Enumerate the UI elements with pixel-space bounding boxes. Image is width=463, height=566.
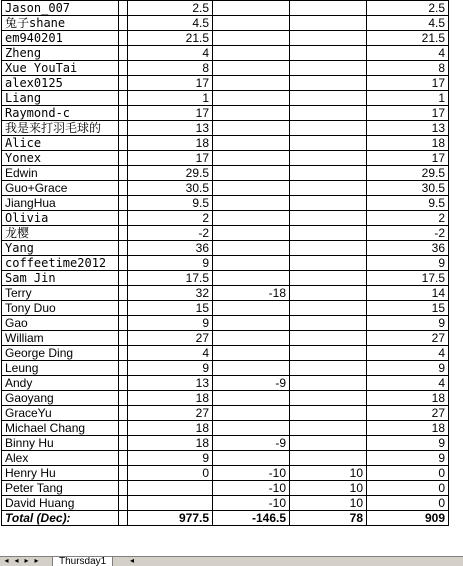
table-row [2, 466, 449, 481]
player-name-cell[interactable]: Guo+Grace [2, 181, 119, 196]
table-row [2, 196, 449, 211]
player-name-cell[interactable]: Olivia [2, 211, 119, 226]
table-row [2, 166, 449, 181]
column-3-value-cell[interactable] [290, 211, 367, 226]
column-2-value-cell[interactable] [213, 91, 290, 106]
next-sheet-arrow-icon[interactable]: ▸ [24, 556, 29, 565]
column-3-value-cell[interactable] [290, 226, 367, 241]
column-gap [119, 391, 128, 406]
column-1-value-cell[interactable]: 0 [128, 466, 213, 481]
column-gap [119, 481, 128, 496]
balance-value-cell[interactable]: 9.5 [367, 196, 449, 211]
column-2-value-cell[interactable] [213, 211, 290, 226]
table-row [2, 241, 449, 256]
player-name-cell[interactable]: Xue YouTai [2, 61, 119, 76]
column-1-value-cell[interactable]: 2.5 [128, 1, 213, 16]
table-row [2, 496, 449, 511]
total-column-2-cell[interactable]: -146.5 [213, 511, 290, 526]
balance-value-cell[interactable]: 4.5 [367, 16, 449, 31]
table-row [2, 361, 449, 376]
column-1-value-cell[interactable]: 15 [128, 301, 213, 316]
column-gap [119, 406, 128, 421]
table-row [2, 31, 449, 46]
balance-value-cell[interactable]: 4 [367, 376, 449, 391]
player-name-cell[interactable]: Jason_007 [2, 1, 119, 16]
column-1-value-cell[interactable]: 18 [128, 421, 213, 436]
column-3-value-cell[interactable] [290, 256, 367, 271]
player-name-cell[interactable]: William [2, 331, 119, 346]
table-row [2, 1, 449, 16]
player-name-cell[interactable]: 龙樱 [2, 226, 119, 241]
scroll-left-arrow-icon[interactable]: ◂ [130, 556, 135, 565]
balance-value-cell[interactable]: 9 [367, 256, 449, 271]
column-3-value-cell[interactable] [290, 61, 367, 76]
column-gap [119, 16, 128, 31]
column-1-value-cell[interactable] [128, 496, 213, 511]
player-name-cell[interactable]: 我是来打羽毛球的 [2, 121, 119, 136]
column-1-value-cell[interactable]: 17 [128, 76, 213, 91]
column-gap [119, 136, 128, 151]
column-gap [119, 121, 128, 136]
balance-value-cell[interactable]: 17 [367, 106, 449, 121]
player-name-cell[interactable]: GraceYu [2, 406, 119, 421]
player-name-cell[interactable]: David Huang [2, 496, 119, 511]
table-row [2, 106, 449, 121]
column-1-value-cell[interactable]: 29.5 [128, 166, 213, 181]
table-row [2, 91, 449, 106]
column-gap [119, 226, 128, 241]
table-row [2, 16, 449, 31]
column-gap [119, 496, 128, 511]
column-1-value-cell[interactable]: 13 [128, 376, 213, 391]
column-1-value-cell[interactable]: 4 [128, 46, 213, 61]
balance-value-cell[interactable]: 27 [367, 331, 449, 346]
column-1-value-cell[interactable]: 9 [128, 316, 213, 331]
total-row [2, 511, 449, 526]
balance-value-cell[interactable]: 14 [367, 286, 449, 301]
column-2-value-cell[interactable]: -9 [213, 376, 290, 391]
table-row [2, 61, 449, 76]
table-row [2, 376, 449, 391]
column-1-value-cell[interactable]: 9 [128, 361, 213, 376]
column-1-value-cell[interactable]: 8 [128, 61, 213, 76]
player-name-cell[interactable]: Peter Tang [2, 481, 119, 496]
column-3-value-cell[interactable]: 10 [290, 481, 367, 496]
balance-value-cell[interactable]: 9 [367, 361, 449, 376]
balance-value-cell[interactable]: 18 [367, 421, 449, 436]
table-row [2, 46, 449, 61]
balance-value-cell[interactable]: 9 [367, 316, 449, 331]
column-gap [119, 256, 128, 271]
column-2-value-cell[interactable] [213, 136, 290, 151]
column-1-value-cell[interactable]: 17 [128, 106, 213, 121]
balance-value-cell[interactable]: 17.5 [367, 271, 449, 286]
balance-value-cell[interactable]: 2 [367, 211, 449, 226]
column-gap [119, 76, 128, 91]
column-2-value-cell[interactable] [213, 61, 290, 76]
column-2-value-cell[interactable] [213, 166, 290, 181]
column-3-value-cell[interactable] [290, 16, 367, 31]
column-2-value-cell[interactable] [213, 196, 290, 211]
column-2-value-cell[interactable]: -9 [213, 436, 290, 451]
table-row [2, 121, 449, 136]
balance-value-cell[interactable]: 4 [367, 46, 449, 61]
column-1-value-cell[interactable]: 30.5 [128, 181, 213, 196]
column-2-value-cell[interactable]: -10 [213, 496, 290, 511]
column-2-value-cell[interactable] [213, 151, 290, 166]
column-2-value-cell[interactable] [213, 406, 290, 421]
balance-value-cell[interactable]: 4 [367, 346, 449, 361]
column-gap [119, 346, 128, 361]
table-row [2, 286, 449, 301]
column-2-value-cell[interactable] [213, 361, 290, 376]
balance-value-cell[interactable]: 0 [367, 466, 449, 481]
column-3-value-cell[interactable] [290, 241, 367, 256]
column-1-value-cell[interactable]: 17 [128, 151, 213, 166]
player-name-cell[interactable]: JiangHua [2, 196, 119, 211]
balance-value-cell[interactable]: 17 [367, 151, 449, 166]
player-name-cell[interactable]: Terry [2, 286, 119, 301]
column-gap [119, 91, 128, 106]
column-3-value-cell[interactable] [290, 376, 367, 391]
column-2-value-cell[interactable] [213, 301, 290, 316]
total-label-cell[interactable]: Total (Dec): [2, 511, 119, 526]
column-gap [119, 376, 128, 391]
column-1-value-cell[interactable]: 21.5 [128, 31, 213, 46]
balance-value-cell[interactable]: 18 [367, 136, 449, 151]
balance-value-cell[interactable]: 15 [367, 301, 449, 316]
total-balance-cell[interactable]: 909 [367, 511, 449, 526]
balance-value-cell[interactable]: 36 [367, 241, 449, 256]
column-2-value-cell[interactable] [213, 31, 290, 46]
column-3-value-cell[interactable]: 10 [290, 496, 367, 511]
balance-value-cell[interactable]: 30.5 [367, 181, 449, 196]
table-row [2, 271, 449, 286]
column-2-value-cell[interactable]: -18 [213, 286, 290, 301]
player-name-cell[interactable]: Gao [2, 316, 119, 331]
column-gap [119, 196, 128, 211]
column-gap [119, 241, 128, 256]
column-2-value-cell[interactable] [213, 181, 290, 196]
column-gap [119, 511, 128, 526]
data-table [1, 0, 449, 526]
player-name-cell[interactable]: Yang [2, 241, 119, 256]
column-2-value-cell[interactable] [213, 16, 290, 31]
column-1-value-cell[interactable]: 2 [128, 211, 213, 226]
column-2-value-cell[interactable] [213, 241, 290, 256]
balance-value-cell[interactable]: 21.5 [367, 31, 449, 46]
column-3-value-cell[interactable] [290, 391, 367, 406]
table-body [2, 1, 449, 526]
column-1-value-cell[interactable]: 18 [128, 391, 213, 406]
table-row [2, 421, 449, 436]
column-3-value-cell[interactable] [290, 436, 367, 451]
player-name-cell[interactable]: Michael Chang [2, 421, 119, 436]
column-gap [119, 211, 128, 226]
table-row [2, 481, 449, 496]
player-name-cell[interactable]: Leung [2, 361, 119, 376]
column-1-value-cell[interactable]: 1 [128, 91, 213, 106]
column-2-value-cell[interactable] [213, 106, 290, 121]
column-2-value-cell[interactable]: -10 [213, 466, 290, 481]
column-gap [119, 331, 128, 346]
column-3-value-cell[interactable] [290, 106, 367, 121]
column-1-value-cell[interactable]: 9.5 [128, 196, 213, 211]
table-row [2, 256, 449, 271]
table-row [2, 346, 449, 361]
player-name-cell[interactable]: Edwin [2, 166, 119, 181]
column-1-value-cell[interactable]: 18 [128, 136, 213, 151]
balance-value-cell[interactable]: -2 [367, 226, 449, 241]
player-name-cell[interactable]: Henry Hu [2, 466, 119, 481]
table-row [2, 181, 449, 196]
column-gap [119, 301, 128, 316]
column-1-value-cell[interactable] [128, 481, 213, 496]
column-3-value-cell[interactable] [290, 331, 367, 346]
balance-value-cell[interactable]: 0 [367, 496, 449, 511]
column-3-value-cell[interactable] [290, 181, 367, 196]
column-2-value-cell[interactable] [213, 421, 290, 436]
column-gap [119, 466, 128, 481]
column-2-value-cell[interactable] [213, 121, 290, 136]
column-gap [119, 451, 128, 466]
column-3-value-cell[interactable] [290, 151, 367, 166]
column-gap [119, 436, 128, 451]
column-3-value-cell[interactable] [290, 31, 367, 46]
player-name-cell[interactable]: Gaoyang [2, 391, 119, 406]
column-gap [119, 46, 128, 61]
column-1-value-cell[interactable]: 9 [128, 451, 213, 466]
balance-value-cell[interactable]: 13 [367, 121, 449, 136]
column-3-value-cell[interactable] [290, 271, 367, 286]
balance-value-cell[interactable]: 27 [367, 406, 449, 421]
column-3-value-cell[interactable] [290, 166, 367, 181]
column-1-value-cell[interactable]: 18 [128, 436, 213, 451]
column-3-value-cell[interactable] [290, 91, 367, 106]
column-gap [119, 421, 128, 436]
balance-value-cell[interactable]: 1 [367, 91, 449, 106]
player-name-cell[interactable]: George Ding [2, 346, 119, 361]
first-sheet-arrow-icon[interactable]: ◂ [4, 556, 9, 565]
table-row [2, 226, 449, 241]
player-name-cell[interactable]: Alice [2, 136, 119, 151]
column-gap [119, 181, 128, 196]
column-1-value-cell[interactable]: 13 [128, 121, 213, 136]
player-name-cell[interactable]: Tony Duo [2, 301, 119, 316]
total-column-3-cell[interactable]: 78 [290, 511, 367, 526]
column-gap [119, 286, 128, 301]
column-gap [119, 151, 128, 166]
table-row [2, 331, 449, 346]
column-2-value-cell[interactable] [213, 256, 290, 271]
column-gap [119, 61, 128, 76]
column-3-value-cell[interactable] [290, 406, 367, 421]
player-name-cell[interactable]: coffeetime2012 [2, 256, 119, 271]
column-gap [119, 106, 128, 121]
table-row [2, 211, 449, 226]
column-2-value-cell[interactable] [213, 271, 290, 286]
column-2-value-cell[interactable] [213, 346, 290, 361]
column-3-value-cell[interactable] [290, 76, 367, 91]
balance-value-cell[interactable]: 8 [367, 61, 449, 76]
table-row [2, 136, 449, 151]
table-row [2, 391, 449, 406]
table-row [2, 76, 449, 91]
balance-value-cell[interactable]: 2.5 [367, 1, 449, 16]
column-gap [119, 31, 128, 46]
player-name-cell[interactable]: em940201 [2, 31, 119, 46]
last-sheet-arrow-icon[interactable]: ▸ [34, 556, 39, 565]
column-1-value-cell[interactable]: 36 [128, 241, 213, 256]
player-name-cell[interactable]: 兔子shane [2, 16, 119, 31]
column-gap [119, 166, 128, 181]
player-name-cell[interactable]: Alex [2, 451, 119, 466]
column-1-value-cell[interactable]: 4 [128, 346, 213, 361]
player-name-cell[interactable]: Sam Jin [2, 271, 119, 286]
player-name-cell[interactable]: alex0125 [2, 76, 119, 91]
table-row [2, 301, 449, 316]
column-2-value-cell[interactable] [213, 1, 290, 16]
column-2-value-cell[interactable]: -10 [213, 481, 290, 496]
column-1-value-cell[interactable]: 27 [128, 331, 213, 346]
player-name-cell[interactable]: Binny Hu [2, 436, 119, 451]
column-2-value-cell[interactable] [213, 331, 290, 346]
column-3-value-cell[interactable] [290, 361, 367, 376]
balance-value-cell[interactable]: 9 [367, 436, 449, 451]
player-name-cell[interactable]: Zheng [2, 46, 119, 61]
column-3-value-cell[interactable] [290, 346, 367, 361]
player-name-cell[interactable]: Liang [2, 91, 119, 106]
column-3-value-cell[interactable] [290, 301, 367, 316]
column-3-value-cell[interactable] [290, 1, 367, 16]
column-2-value-cell[interactable] [213, 226, 290, 241]
column-2-value-cell[interactable] [213, 391, 290, 406]
table-row [2, 436, 449, 451]
column-gap [119, 316, 128, 331]
column-3-value-cell[interactable]: 10 [290, 466, 367, 481]
column-1-value-cell[interactable]: 4.5 [128, 16, 213, 31]
balance-value-cell[interactable]: 29.5 [367, 166, 449, 181]
column-3-value-cell[interactable] [290, 286, 367, 301]
table-row [2, 316, 449, 331]
column-2-value-cell[interactable] [213, 316, 290, 331]
player-name-cell[interactable]: Raymond-c [2, 106, 119, 121]
sheet-tab-thursday1[interactable]: Thursday1 [52, 557, 113, 566]
column-3-value-cell[interactable] [290, 46, 367, 61]
column-3-value-cell[interactable] [290, 451, 367, 466]
column-3-value-cell[interactable] [290, 136, 367, 151]
column-gap [119, 271, 128, 286]
column-1-value-cell[interactable]: 27 [128, 406, 213, 421]
player-name-cell[interactable]: Yonex [2, 151, 119, 166]
column-3-value-cell[interactable] [290, 316, 367, 331]
balance-value-cell[interactable]: 9 [367, 451, 449, 466]
balance-value-cell[interactable]: 0 [367, 481, 449, 496]
column-2-value-cell[interactable] [213, 76, 290, 91]
balance-value-cell[interactable]: 18 [367, 391, 449, 406]
player-name-cell[interactable]: Andy [2, 376, 119, 391]
column-3-value-cell[interactable] [290, 421, 367, 436]
column-gap [119, 1, 128, 16]
column-1-value-cell[interactable]: 17.5 [128, 271, 213, 286]
total-column-1-cell[interactable]: 977.5 [128, 511, 213, 526]
column-3-value-cell[interactable] [290, 196, 367, 211]
column-2-value-cell[interactable] [213, 451, 290, 466]
column-1-value-cell[interactable]: -2 [128, 226, 213, 241]
table-row [2, 151, 449, 166]
column-2-value-cell[interactable] [213, 46, 290, 61]
table-row [2, 406, 449, 421]
table-row [2, 451, 449, 466]
prev-sheet-arrow-icon[interactable]: ◂ [14, 556, 19, 565]
column-1-value-cell[interactable]: 32 [128, 286, 213, 301]
column-gap [119, 361, 128, 376]
column-3-value-cell[interactable] [290, 121, 367, 136]
balance-value-cell[interactable]: 17 [367, 76, 449, 91]
column-1-value-cell[interactable]: 9 [128, 256, 213, 271]
